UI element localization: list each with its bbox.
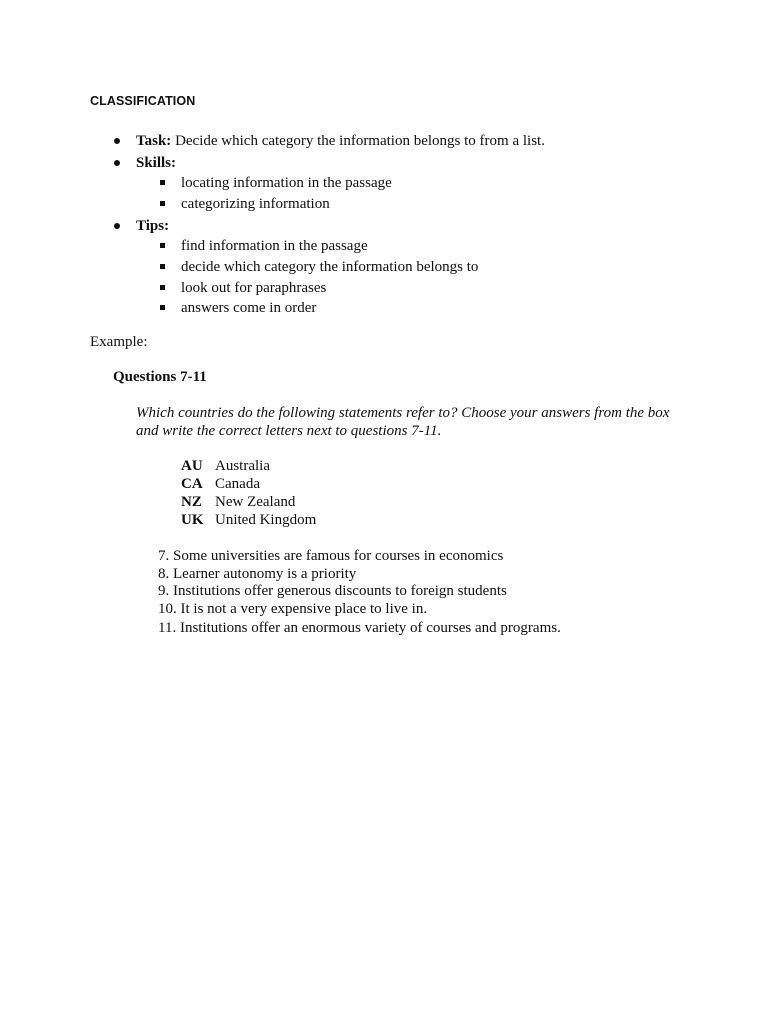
bullet-icon xyxy=(114,223,120,229)
task-text: Decide which category the information belongs to from a list. xyxy=(175,133,545,149)
statement-item: 9. Institutions offer generous discounts to foreign students xyxy=(158,583,507,599)
tips-label: Tips: xyxy=(136,218,170,234)
country-code: CA xyxy=(181,476,203,492)
country-item xyxy=(181,457,270,475)
country-code: NZ xyxy=(181,494,202,510)
tips-item: decide which category the information belongs to xyxy=(181,259,479,275)
tips-item: find information in the passage xyxy=(181,238,368,254)
questions-instruction-line1: Which countries do the following statements refer to? Choose your answers from the box xyxy=(136,405,670,421)
square-bullet-icon xyxy=(160,285,165,290)
country-name: Canada xyxy=(215,476,260,492)
skills-label: Skills: xyxy=(136,155,177,171)
bullet-icon xyxy=(114,160,120,166)
tips-item: look out for paraphrases xyxy=(181,280,327,296)
statement-item: 8. Learner autonomy is a priority xyxy=(158,566,357,582)
square-bullet-icon xyxy=(160,264,165,269)
questions-title: Questions 7-11 xyxy=(113,369,207,385)
square-bullet-icon xyxy=(160,201,165,206)
page-heading: CLASSIFICATION xyxy=(90,94,196,108)
skills-item: locating information in the passage xyxy=(181,175,392,191)
country-code: UK xyxy=(181,512,204,528)
country-name: United Kingdom xyxy=(215,512,317,528)
questions-instruction-line2: and write the correct letters next to questions 7-11. xyxy=(136,423,442,439)
task-item xyxy=(136,132,545,150)
tips-item: answers come in order xyxy=(181,300,317,316)
country-name: New Zealand xyxy=(215,494,296,510)
country-item xyxy=(181,475,260,493)
skills-item: categorizing information xyxy=(181,196,330,212)
country-code: AU xyxy=(181,458,203,474)
country-item xyxy=(181,511,316,529)
bullet-icon xyxy=(114,138,120,144)
square-bullet-icon xyxy=(160,243,165,248)
statement-item: 11. Institutions offer an enormous variety of courses and programs. xyxy=(158,620,561,636)
square-bullet-icon xyxy=(160,305,165,310)
statement-item: 7. Some universities are famous for courses in economics xyxy=(158,548,504,564)
example-label: Example: xyxy=(90,334,148,350)
statement-item: 10. It is not a very expensive place to live in. xyxy=(158,601,428,617)
country-item xyxy=(181,493,295,511)
task-label: Task: xyxy=(136,133,172,149)
square-bullet-icon xyxy=(160,180,165,185)
country-name: Australia xyxy=(215,458,270,474)
